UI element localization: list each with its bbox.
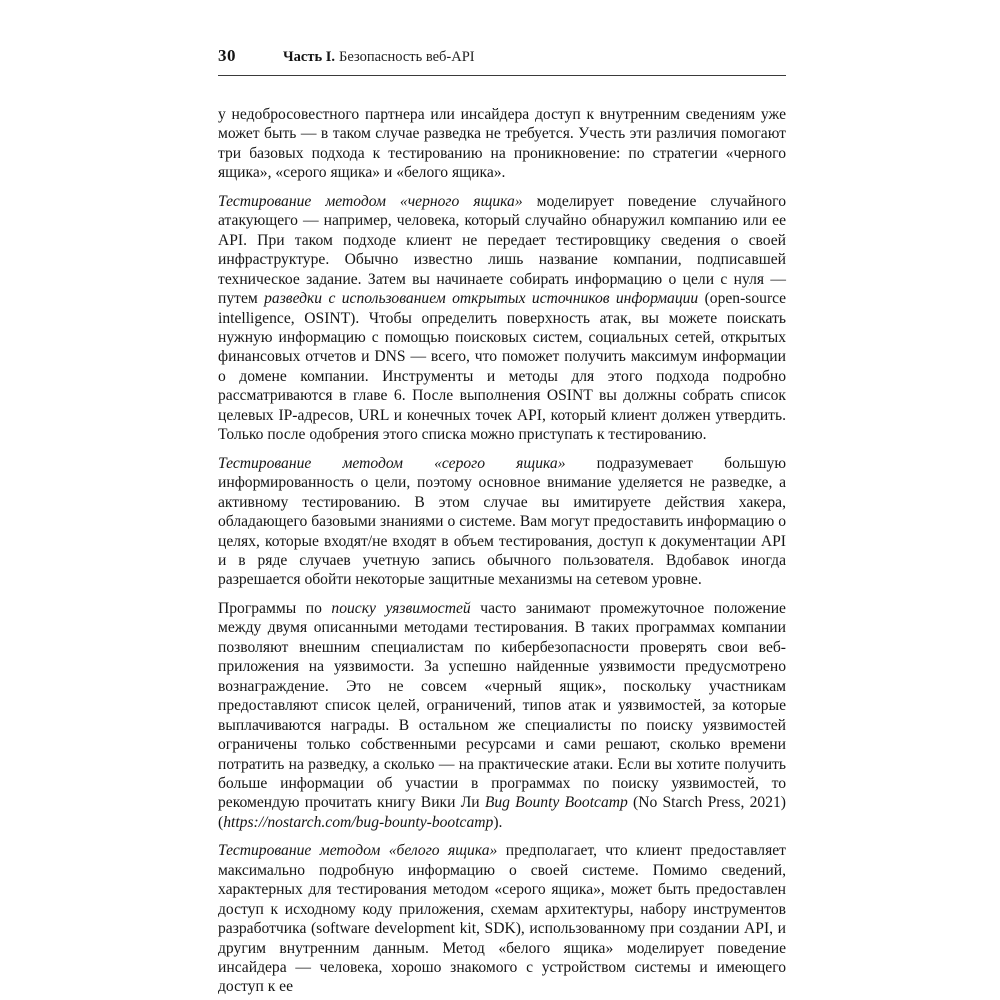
paragraph-bug-bounty — [218, 599, 786, 832]
paragraph-gray-box — [218, 454, 786, 590]
term-gray-box-testing: Тестирование методом «серого ящика» — [218, 454, 566, 472]
paragraph-text: ). — [493, 813, 503, 831]
term-white-box-testing: Тестирование методом «белого ящика» — [218, 842, 498, 860]
paragraph-intro — [218, 105, 786, 183]
term-vulnerability-search: поиску уязвимостей — [331, 599, 471, 617]
page-header — [218, 46, 786, 76]
page-number: 30 — [218, 46, 236, 65]
paragraph-text: (open-source intelligence, OSINT). Чтобы определить поверхность атак, вы можете поискать нужную информацию с помощью поисковых систем, социальных сетей, открытых финансовых отчетов и DNS — всего, что поможет получить максимум информации о домене компании. Инструменты и методы для этого подхода подробно рассматриваются в главе 6. После выполнения OSINT вы должны собрать список целевых IP-адресов, URL и конечных точек API, который клиент должен утвердить. Только после одобрения этого списка можно приступать к тестированию. — [218, 290, 786, 444]
paragraph-text: предполагает, что клиент предоставляет максимально подробную информацию о своей системе. Помимо сведений, характерных для тестирования методом «серого ящика», может быть предоставлен доступ к исходному коду приложения, схемам архитектуры, набору инструментов разработчика (software development kit, SDK), использованному при создании API, и другим внутренним данным. Метод «белого ящика» моделирует поведение инсайдера — человека, хорошо знакомого с устройством системы и имеющего доступ к ее — [218, 842, 786, 996]
book-page — [218, 46, 786, 997]
paragraph-text: Программы по — [218, 599, 332, 617]
paragraph-text: часто занимают промежуточное положение между двумя описанными методами тестирования. В таких программах компании позволяют внешним специалистам по кибербезопасности проверять свои веб-приложения на уязвимости. За успешно найденные уязвимости предусмотрено вознаграждение. Это не совсем «черный ящик», поскольку участникам предоставляют список целей, ограничений, типов атак и уязвимостей, за которые выплачиваются награды. В остальном же специалисты по поиску уязвимостей ограничены только собственными ресурсами и сами решают, сколько времени потратить на разведку, а сколько — на практические атаки. Если вы хотите получить больше информации об участии в программах по поиску уязвимостей, то рекомендую прочитать книгу Вики Ли — [218, 599, 786, 812]
paragraph-text: моделирует поведение случайного атакующего — например, человека, который случайно обнаружил компанию или ее API. При таком подходе клиент не передает тестировщику сведения о своей инфраструктуре. Обычно известно лишь название компании, подписавшей техническое задание. Затем вы начинаете собирать информацию о цели с нуля — путем — [218, 192, 786, 308]
paragraph-text: (No Starch Press, 2021) ( — [218, 794, 786, 831]
term-osint: разведки с использованием открытых источников информации — [264, 290, 699, 308]
part-title: Безопасность веб-API — [339, 49, 475, 65]
paragraph-white-box — [218, 841, 786, 997]
paragraph-text: у недобросовестного партнера или инсайдера доступ к внутренним сведениям уже может быть — в таком случае разведка не требуется. Учесть эти различия помогают три базовых подхода к тестированию на проникновение: по стратегии «черного ящика», «серого ящика» и «белого ящика». — [218, 106, 786, 182]
page-body — [218, 105, 786, 997]
running-head-text — [283, 49, 475, 66]
part-label: Часть I. — [283, 49, 336, 65]
book-title-bug-bounty-bootcamp: Bug Bounty Bootcamp — [484, 794, 628, 812]
url-nostarch-bug-bounty: https://nostarch.com/bug-bounty-bootcamp — [223, 813, 494, 831]
paragraph-text: подразумевает большую информированность о цели, поэтому основное внимание уделяется не разведке, а активному тестированию. В этом случае вы имитируете действия хакера, обладающего базовыми знаниями о системе. Вам могут предоставить информацию о целях, которые входят/не входят в объем тестирования, доступ к документации API и в ряде случаев учетную запись обычного пользователя. Вдобавок иногда разрешается обойти некоторые защитные механизмы на сетевом уровне. — [218, 454, 787, 589]
term-black-box-testing: Тестирование методом «черного ящика» — [218, 192, 523, 210]
paragraph-black-box — [218, 192, 786, 445]
